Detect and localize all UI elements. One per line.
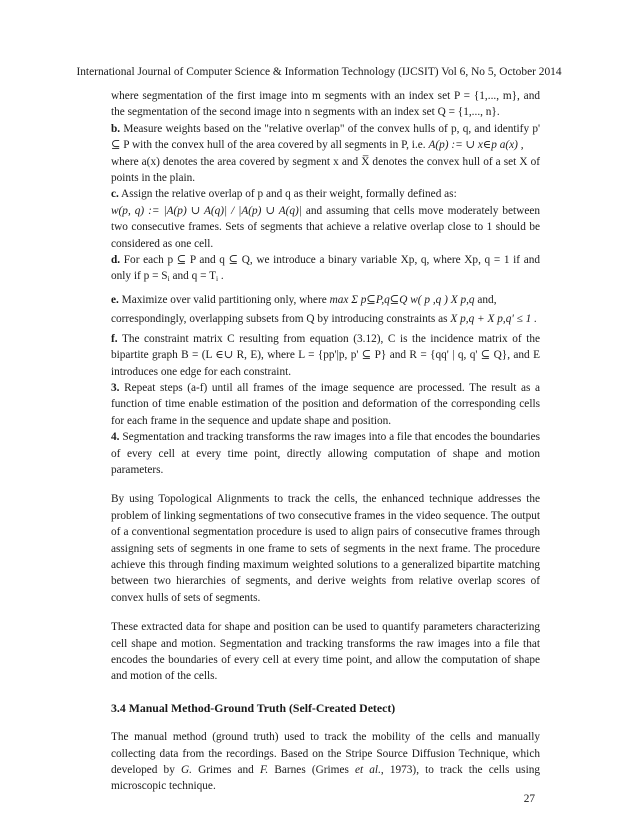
journal-header: International Journal of Computer Science & Information Technology (IJCSIT) Vol 6, No 5, October 2014 [76,66,562,78]
step-d: d. For each p ⊆ P and q ⊆ Q, we introduce a binary variable Xp, q, where Xp, q = 1 if and only if $p = S_i$ and $q = T_i$ . [111,254,541,284]
step-e-text: Maximize over valid partitioning only, where [121,293,327,306]
step-4 [111,429,540,478]
subscript-i-2: i [216,274,219,284]
step-b [111,121,540,154]
page-number: 27 [523,793,535,805]
step-c-tail: and assuming that cells move moderately between two consecutive frames. Sets of segments that achieve a relative overlap close to 1 should be considered as one cell. [111,204,541,250]
step-e-and: and, [477,293,497,306]
author-grimes: Grimes and [191,764,260,777]
step-b-formula: A(p) := ∪ x∈p a(x) , [428,139,524,152]
extracted-data-paragraph: These extracted data for shape and position can be used to quantify parameters characterizing cell shape and motion. Segmentation and tracking transforms the raw images into a file that encodes the boundaries of every cell at every time point, and allow the computation of shape and motion of the cells. [111,621,540,683]
spacer [111,716,540,729]
step-e-constraint-line [111,311,540,327]
step-c [111,186,540,202]
step-b-label: b. [111,122,121,135]
section-heading: 3.4 Manual Method-Ground Truth (Self-Created Detect) [111,700,396,715]
author-initial-g: G. [181,764,192,777]
step-d-tail: and q = T [172,270,217,283]
step-f-label: f. [111,332,118,345]
step-b-text: Measure weights based on the "relative overlap" of the convex hulls of p, q, and identify p' ⊆ P with the convex hull of the area covered by all segments in P, i.e. [111,122,540,152]
spacer [111,606,540,619]
step-f-text: The constraint matrix C resulting from equation (3.12), C is the incidence matrix of the bipartite graph B = (L ∈∪ R, E), where L = {pp'|p, p' ⊆ P} and R = {qq' | q, q' ⊆ Q}, and E introduces one edge for each constraint. [111,332,540,378]
step-3 [111,380,540,429]
overlap-formula: w(p, q) := |A(p) ∪ A(q)| / |A(p) ∪ A(q)| [111,204,302,217]
step-c-formula-line [111,203,540,252]
step-c-text: Assign the relative overlap of p and q as their weight, formally defined as: [121,188,457,201]
step-3-label: 3. [111,381,120,394]
step-c-label: c. [111,188,119,201]
step-4-label: 4. [111,431,120,444]
subscript-i: i [167,274,170,284]
step-3-text: Repeat steps (a-f) until all frames of the image sequence are processed. The result as a function of time enable estimation of the position and deformation of the corresponding cells for each frame in the sequence and update shape and position. [111,381,540,427]
et-al: et al. [355,764,381,777]
body-text [111,88,540,795]
max-formula: max Σ p⊆P,q⊆Q w( p ,q ) X p,q [329,293,475,306]
author-initial-f: F. [259,764,269,777]
spacer [111,685,540,700]
intro-paragraph: where segmentation of the first image into m segments with an index set P = {1,..., m}, and the segmentation of the second image into n segments with an index set Q = {1,..., n}. [111,90,540,119]
manual-text-1: The manual method (ground truth) used to track the mobility of the cells and manually collecting data from the recordings. Based on the Stripe Source Diffusion Technique, which developed by [111,731,540,777]
manual-text-end: , 1973), to track the cells using microscopic technique. [111,764,541,793]
step-e-tail: correspondingly, overlapping subsets from Q by introducing constraints as [111,313,448,326]
step-e [111,292,540,308]
topological-paragraph: By using Topological Alignments to track the cells, the enhanced technique addresses the problem of linking segmentations of two consecutive frames in the video sequence. The output of a conventional segmentation procedure is used to align pairs of consecutive frames through assigning sets of segments in one frame to sets of segments in the next frame. The procedure achieve this through finding maximum weighted solutions to a generalized bipartite matching between two hierarchies of segments, and derive weights from relative overlap scores of convex hulls of sets of segments. [111,493,540,604]
author-barnes: Barnes (Grimes [268,764,355,777]
manual-method-paragraph [111,729,540,795]
constraint-formula: X p,q + X p,q' ≤ 1 . [450,313,537,326]
spacer [111,478,540,491]
step-f [111,331,540,380]
step-4-text: Segmentation and tracking transforms the raw images into a file that encodes the boundaries of every cell at every time point, directly allowing computation of shape and motion parameters. [111,431,541,476]
step-d-text: For each p ⊆ P and q ⊆ Q, we introduce a binary variable Xp, q, where Xp, q = 1 if and only if p = S [111,254,541,283]
step-e-label: e. [111,293,119,306]
step-d-label: d. [111,254,121,267]
step-b-where: where a(x) denotes the area covered by segment x and X̅ denotes the convex hull of a set X of points in the plain. [111,155,540,185]
